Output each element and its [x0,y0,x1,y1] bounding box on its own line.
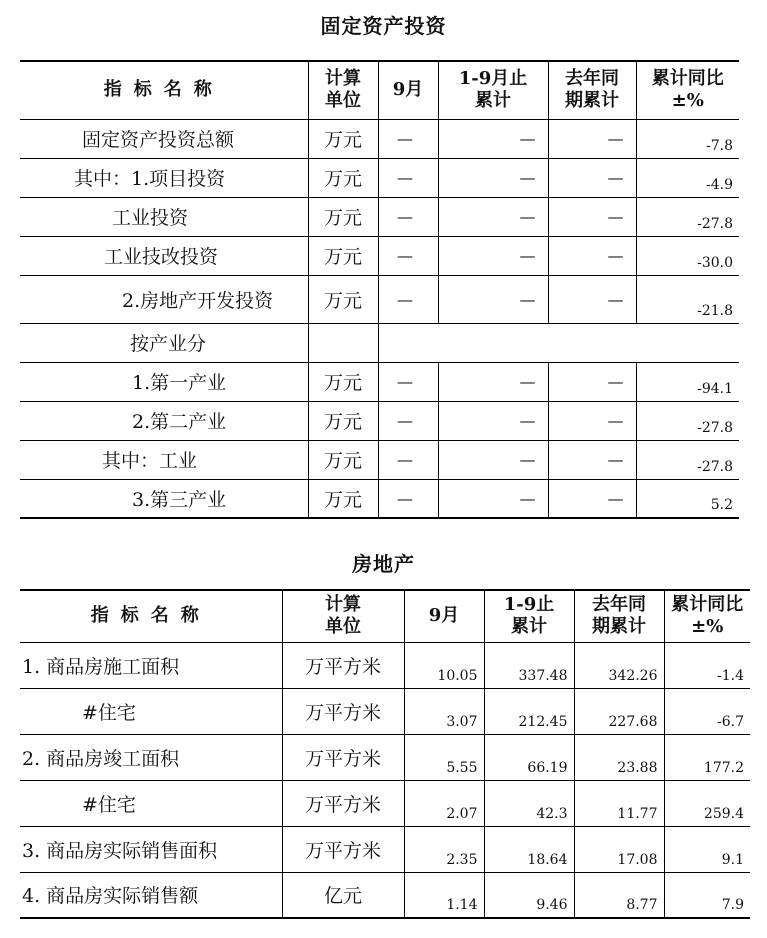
row-prev-year: — [548,119,636,158]
row-unit: 亿元 [282,872,404,918]
table-row [20,275,739,323]
row-unit: 万平方米 [282,688,404,734]
row-name: 3.第三产业 [20,479,308,518]
column-header-name: 指标名称 [20,590,282,642]
row-cumulative: — [438,401,548,440]
row-yoy: -6.7 [664,688,750,734]
row-month: — [378,401,438,440]
row-month: — [378,158,438,197]
header-cum-line2: 累计 [475,90,511,112]
row-month: — [378,362,438,401]
row-prev-year: 11.77 [574,780,664,826]
table-row [20,119,739,158]
row-month: — [378,440,438,479]
row-name: #住宅 [20,780,282,826]
header-unit-line1: 计算 [325,68,361,90]
row-unit: 万平方米 [282,642,404,688]
header-unit-line1: 计算 [325,594,361,616]
row-name: 1.第一产业 [20,362,308,401]
table-row [20,872,750,918]
row-cumulative: 212.45 [484,688,574,734]
table-row [20,440,739,479]
header-unit-line2: 单位 [325,616,361,638]
column-header-month: 9月 [378,61,438,119]
row-unit: 万元 [308,440,378,479]
row-yoy: 177.2 [664,734,750,780]
row-month: — [378,197,438,236]
row-prev-year: — [548,440,636,479]
column-header-unit [282,590,404,642]
row-cumulative: — [438,362,548,401]
table-row [20,323,739,362]
row-unit: 万平方米 [282,734,404,780]
row-name: 4. 商品房实际销售额 [20,872,282,918]
row-cumulative: 18.64 [484,826,574,872]
row-unit: 万元 [308,401,378,440]
table-row [20,362,739,401]
row-month: — [378,236,438,275]
row-name: 3. 商品房实际销售面积 [20,826,282,872]
row-month: — [378,275,438,323]
row-cumulative: — [438,158,548,197]
row-name: #住宅 [20,688,282,734]
header-yoy-line2: ±% [671,90,704,112]
row-prev-year: — [548,158,636,197]
row-unit: 万元 [308,479,378,518]
row-name: 工业投资 [20,197,308,236]
table-row [20,197,739,236]
row-yoy: 9.1 [664,826,750,872]
table-header-row [20,590,750,642]
row-name: 2. 商品房竣工面积 [20,734,282,780]
row-unit: 万平方米 [282,780,404,826]
column-header-prev-year [574,590,664,642]
row-prev-year: — [548,479,636,518]
row-prev-year: — [548,401,636,440]
column-header-month: 9月 [404,590,484,642]
row-month: 2.07 [404,780,484,826]
column-header-cumulative [484,590,574,642]
row-unit: 万元 [308,158,378,197]
row-yoy: -7.8 [636,119,739,158]
row-unit: 万元 [308,236,378,275]
column-header-unit [308,61,378,119]
row-prev-year: 342.26 [574,642,664,688]
row-unit: 万元 [308,119,378,158]
table-row [20,236,739,275]
row-prev-year: 227.68 [574,688,664,734]
row-cumulative: 9.46 [484,872,574,918]
row-cumulative: — [438,479,548,518]
row-unit: 万元 [308,197,378,236]
row-prev-year: — [548,236,636,275]
row-yoy: 7.9 [664,872,750,918]
row-yoy: -30.0 [636,236,739,275]
row-unit: 万元 [308,362,378,401]
row-empty-span [378,323,739,362]
row-month: 2.35 [404,826,484,872]
fixed-asset-investment-title: 固定资产投资 [320,14,447,38]
row-yoy: -27.8 [636,401,739,440]
header-prev-line1: 去年同 [565,68,619,90]
header-yoy-line1: 累计同比 [671,594,744,616]
header-cum-line2: 累计 [511,616,547,638]
table-row [20,479,739,518]
row-prev-year: 8.77 [574,872,664,918]
real-estate-table [20,589,750,919]
table-row [20,734,750,780]
row-cumulative: — [438,275,548,323]
row-cumulative: 42.3 [484,780,574,826]
header-prev-line1: 去年同 [592,594,646,616]
row-month: — [378,479,438,518]
real-estate-title: 房地产 [352,552,415,576]
row-prev-year: — [548,362,636,401]
fixed-asset-investment-table [20,60,739,519]
row-cumulative: — [438,440,548,479]
row-yoy: -21.8 [636,275,739,323]
table-row [20,642,750,688]
row-yoy: -94.1 [636,362,739,401]
row-month: 1.14 [404,872,484,918]
row-unit-empty [308,323,378,362]
table-row [20,158,739,197]
row-yoy: -1.4 [664,642,750,688]
header-prev-line2: 期累计 [565,90,619,112]
row-name: 其中：工业 [20,440,308,479]
row-cumulative: 66.19 [484,734,574,780]
header-yoy-line1: 累计同比 [651,68,724,90]
row-month: 3.07 [404,688,484,734]
header-cum-line1: 1-9止 [503,594,555,616]
column-header-yoy [636,61,739,119]
row-cumulative: — [438,197,548,236]
column-header-cumulative [438,61,548,119]
header-cum-line1: 1-9月止 [458,68,528,90]
row-name: 2.房地产开发投资 [20,275,308,323]
table-row [20,688,750,734]
row-prev-year: 17.08 [574,826,664,872]
row-yoy: 259.4 [664,780,750,826]
row-cumulative: — [438,119,548,158]
row-month: 5.55 [404,734,484,780]
row-yoy: 5.2 [636,479,739,518]
row-yoy: -4.9 [636,158,739,197]
row-name: 2.第二产业 [20,401,308,440]
row-name: 工业技改投资 [20,236,308,275]
row-prev-year: 23.88 [574,734,664,780]
row-yoy: -27.8 [636,440,739,479]
row-month: — [378,119,438,158]
row-unit: 万平方米 [282,826,404,872]
row-cumulative: 337.48 [484,642,574,688]
header-unit-line2: 单位 [325,90,361,112]
row-cumulative: — [438,236,548,275]
column-header-prev-year [548,61,636,119]
table-row [20,826,750,872]
table-header-row [20,61,739,119]
header-prev-line2: 期累计 [592,616,646,638]
table-row [20,780,750,826]
header-yoy-line2: ±% [691,616,724,638]
column-header-name: 指标名称 [20,61,308,119]
row-month: 10.05 [404,642,484,688]
row-prev-year: — [548,275,636,323]
row-name: 按产业分 [20,323,308,362]
row-yoy: -27.8 [636,197,739,236]
table-row [20,401,739,440]
row-name: 固定资产投资总额 [20,119,308,158]
column-header-yoy [664,590,750,642]
row-prev-year: — [548,197,636,236]
row-unit: 万元 [308,275,378,323]
row-name: 其中：1.项目投资 [20,158,308,197]
row-name: 1. 商品房施工面积 [20,642,282,688]
